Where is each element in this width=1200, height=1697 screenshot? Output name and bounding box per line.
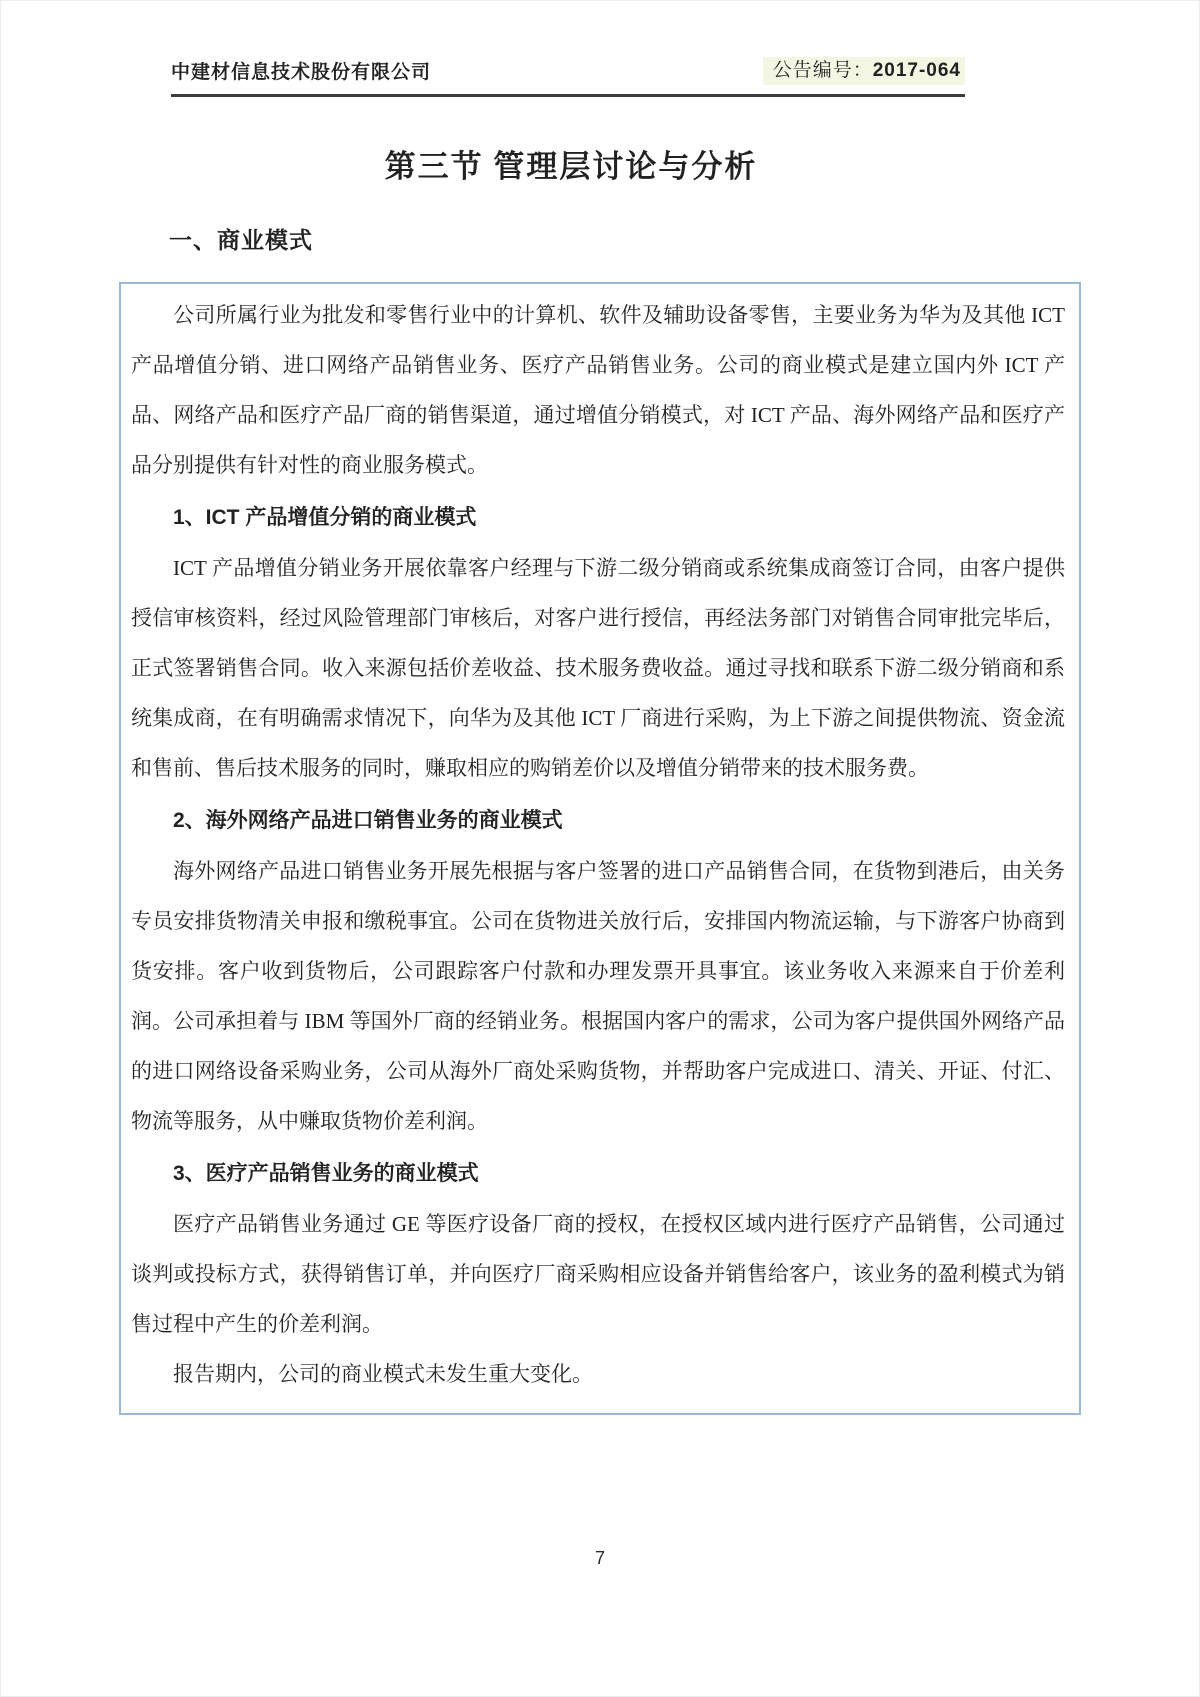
page-number: 7 bbox=[594, 1548, 605, 1568]
announcement-number-label: 公告编号： bbox=[772, 60, 873, 81]
subheading-medical-sales: 3、医疗产品销售业务的商业模式 bbox=[173, 1162, 479, 1185]
paragraph-closing-statement: 报告期内，公司的商业模式未发生重大变化。 bbox=[173, 1362, 593, 1386]
paragraph-ict-distribution: ICT 产品增值分销业务开展依靠客户经理与下游二级分销商或系统集成商签订合同，由客户提供授信审核资料，经过风险管理部门审核后，对客户进行授信，再经法务部门对销售合同审批完毕后，正式签署销售合同。收入来源包括价差收益、技术服务费收益。通过寻找和联系下游二级分销商和系统集成商，在有明确需求情况下，向华为及其他 ICT 厂商进行采购，为上下游之间提供物流、资金流和售前、售后技术服务的同时，赚取相应的购销差价以及增值分销带来的技术服务费。 bbox=[131, 556, 1065, 780]
business-model-text-box bbox=[119, 282, 1081, 1415]
subheading-overseas-network-import: 2、海外网络产品进口销售业务的商业模式 bbox=[173, 809, 563, 832]
announcement-number-value: 2017-064 bbox=[872, 60, 961, 81]
subheading-ict-distribution: 1、ICT 产品增值分销的商业模式 bbox=[173, 506, 477, 529]
announcement-number bbox=[763, 57, 965, 85]
paragraph-intro: 公司所属行业为批发和零售行业中的计算机、软件及辅助设备零售，主要业务为华为及其他 ICT 产品增值分销、进口网络产品销售业务、医疗产品销售业务。公司的商业模式是建立国内外 ICT 产品、网络产品和医疗产品厂商的销售渠道，通过增值分销模式，对 ICT 产品、海外网络产品和医疗产品分别提供有针对性的商业服务模式。 bbox=[131, 303, 1065, 477]
page-footer bbox=[119, 1548, 1081, 1569]
paragraph-medical-sales: 医疗产品销售业务通过 GE 等医疗设备厂商的授权，在授权区域内进行医疗产品销售，公司通过谈判或投标方式，获得销售订单，并向医疗厂商采购相应设备并销售给客户，该业务的盈利模式为销售过程中产生的价差利润。 bbox=[131, 1212, 1065, 1336]
page-header bbox=[171, 57, 965, 97]
section-heading-business-model: 一、商业模式 bbox=[169, 227, 313, 253]
paragraph-overseas-network-import: 海外网络产品进口销售业务开展先根据与客户签署的进口产品销售合同，在货物到港后，由关务专员安排货物清关申报和缴税事宜。公司在货物进关放行后，安排国内物流运输，与下游客户协商到货安排。客户收到货物后，公司跟踪客户付款和办理发票开具事宜。该业务收入来源来自于价差利润。公司承担着与 IBM 等国外厂商的经销业务。根据国内客户的需求，公司为客户提供国外网络产品的进口网络设备采购业务，公司从海外厂商处采购货物，并帮助客户完成进口、清关、开证、付汇、物流等服务，从中赚取货物价差利润。 bbox=[131, 859, 1065, 1133]
company-name: 中建材信息技术股份有限公司 bbox=[171, 62, 432, 83]
chapter-title: 第三节 管理层讨论与分析 bbox=[384, 149, 758, 184]
